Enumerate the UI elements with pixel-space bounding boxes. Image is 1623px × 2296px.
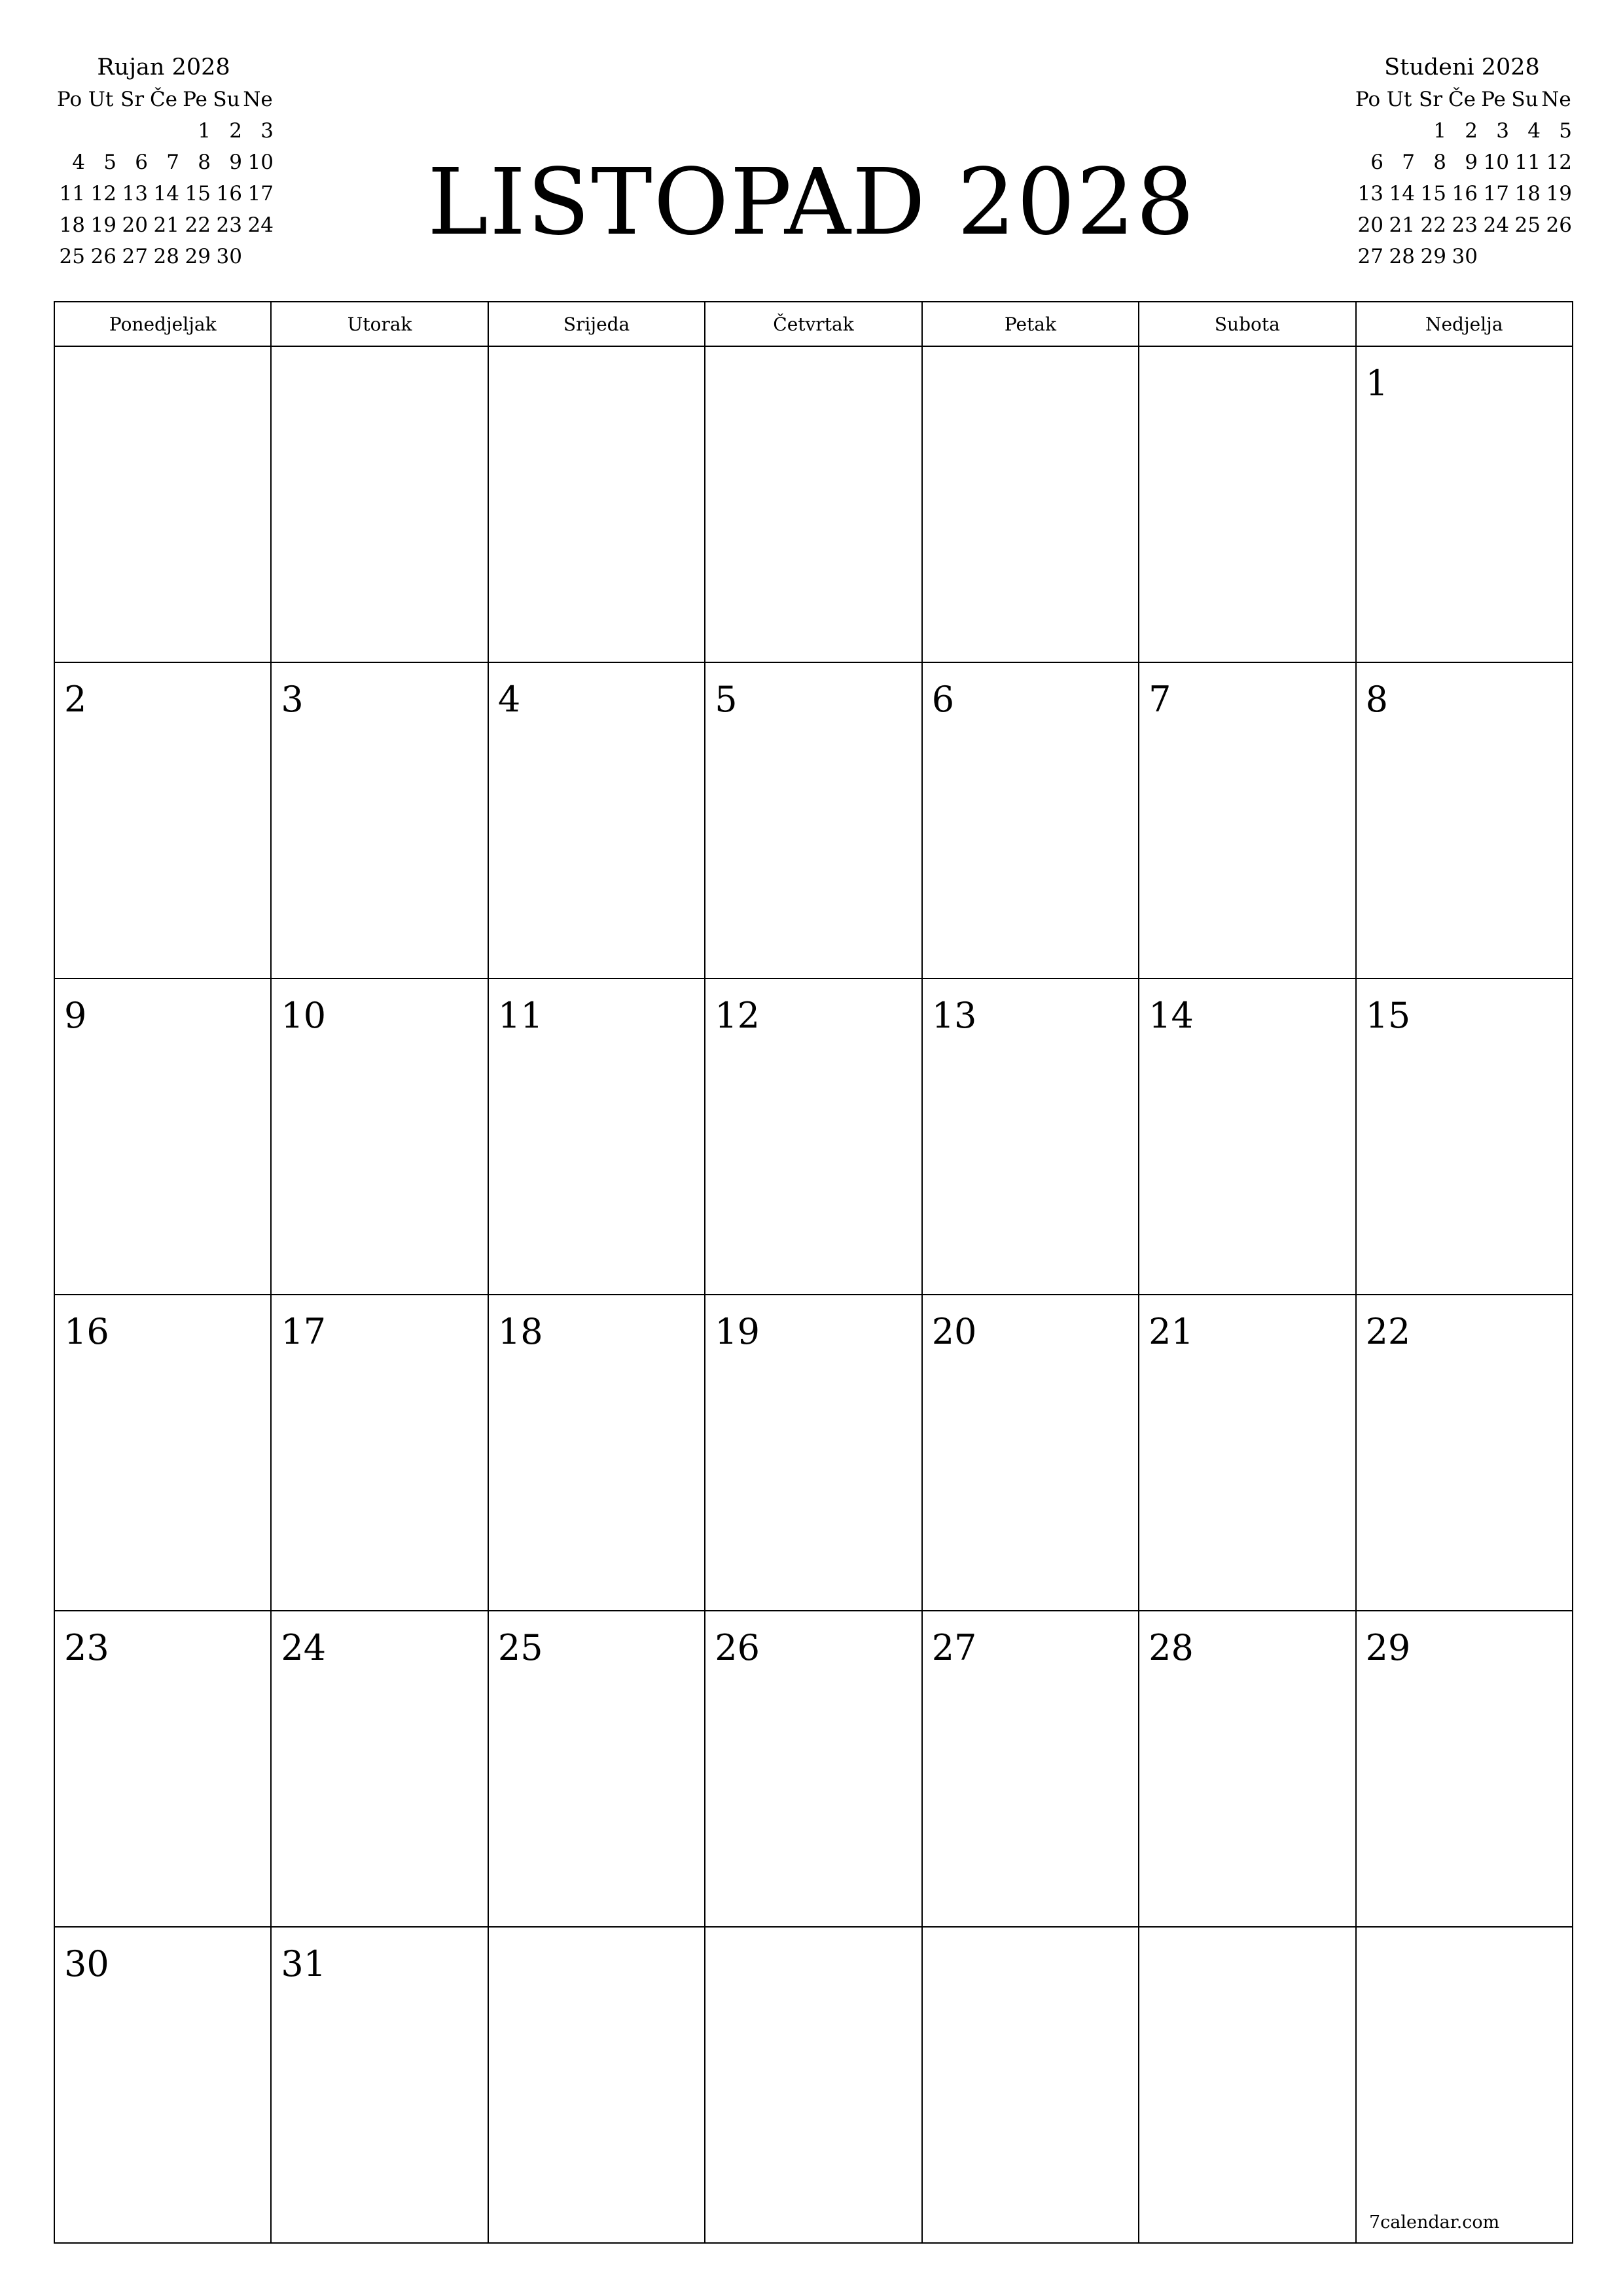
day-cell (923, 979, 1139, 1295)
day-cell (55, 1295, 272, 1611)
mini-day (1352, 115, 1383, 147)
weekday-header-row (55, 302, 1573, 347)
mini-day: 30 (1452, 245, 1478, 268)
day-cell (923, 1928, 1139, 2244)
day-number: 11 (497, 995, 543, 1036)
day-cell (489, 663, 705, 979)
mini-day (1478, 241, 1509, 272)
mini-day: 27 (122, 245, 148, 268)
day-cell (489, 979, 705, 1295)
mini-calendar-grid (1352, 84, 1572, 272)
week-row (55, 1295, 1573, 1611)
day-number: 14 (1149, 995, 1194, 1036)
day-number: 12 (715, 995, 760, 1036)
day-cell (1139, 663, 1356, 979)
mini-day: 25 (59, 245, 85, 268)
week-row (55, 1928, 1573, 2244)
day-cell (272, 979, 488, 1295)
day-number: 18 (497, 1311, 543, 1352)
day-number: 17 (281, 1311, 327, 1352)
mini-day: 14 (153, 182, 179, 206)
day-number: 16 (64, 1311, 109, 1352)
mini-day: 16 (216, 182, 242, 206)
mini-day: 4 (72, 151, 85, 174)
mini-weekday-label: Po (56, 88, 82, 111)
mini-weekday-label: Po (1355, 88, 1381, 111)
mini-day: 7 (166, 151, 179, 174)
mini-day: 1 (198, 119, 211, 143)
mini-day: 20 (122, 213, 148, 237)
day-cell (705, 347, 922, 663)
mini-day: 19 (90, 213, 116, 237)
mini-day: 13 (122, 182, 148, 206)
day-number: 5 (715, 679, 738, 720)
day-number: 25 (497, 1627, 543, 1668)
weekday-header: Četvrtak (705, 302, 922, 347)
mini-day: 6 (1370, 151, 1383, 174)
mini-weekday-label: Ut (1386, 88, 1412, 111)
mini-day: 22 (185, 213, 211, 237)
mini-weekday-label: Pe (183, 88, 207, 111)
mini-day: 11 (59, 182, 85, 206)
day-cell (55, 347, 272, 663)
day-number: 22 (1365, 1311, 1411, 1352)
mini-day (85, 115, 116, 147)
day-number: 28 (1149, 1627, 1194, 1668)
day-number: 23 (64, 1627, 109, 1668)
mini-day: 12 (90, 182, 116, 206)
day-number: 21 (1149, 1311, 1194, 1352)
week-row (55, 347, 1573, 663)
mini-day: 23 (216, 213, 242, 237)
mini-day: 1 (1433, 119, 1446, 143)
mini-day: 29 (185, 245, 211, 268)
mini-calendar-title: Rujan 2028 (97, 54, 230, 81)
mini-weekday-label: Sr (1418, 88, 1443, 111)
day-number: 3 (281, 679, 304, 720)
mini-weekday-label: Pe (1481, 88, 1506, 111)
mini-weekday-label: Ne (243, 88, 273, 111)
day-number: 24 (281, 1627, 327, 1668)
mini-day: 21 (1389, 213, 1415, 237)
day-cell (272, 347, 488, 663)
mini-day: 24 (247, 213, 274, 237)
mini-weekday-label: Ut (88, 88, 114, 111)
mini-day: 28 (153, 245, 179, 268)
day-cell (1357, 347, 1573, 663)
day-cell (489, 1611, 705, 1928)
mini-day: 27 (1357, 245, 1383, 268)
day-cell (1357, 1295, 1573, 1611)
mini-day: 11 (1514, 151, 1541, 174)
weeks-container (55, 347, 1573, 2244)
mini-weekday-label: Ne (1541, 88, 1571, 111)
day-number: 8 (1365, 679, 1388, 720)
mini-calendar-title: Studeni 2028 (1384, 54, 1540, 81)
mini-day: 24 (1483, 213, 1509, 237)
mini-day (1509, 241, 1541, 272)
mini-day: 2 (1465, 119, 1478, 143)
day-number: 29 (1365, 1627, 1411, 1668)
day-number: 27 (931, 1627, 977, 1668)
mini-day: 30 (216, 245, 242, 268)
mini-weekday-label: Su (213, 88, 240, 111)
weekday-header: Ponedjeljak (55, 302, 272, 347)
mini-day: 12 (1546, 151, 1572, 174)
day-cell (1357, 1611, 1573, 1928)
day-cell (272, 1928, 488, 2244)
mini-day: 15 (185, 182, 211, 206)
day-number: 31 (281, 1943, 327, 1984)
day-cell (705, 1295, 922, 1611)
mini-weekday-label: Če (149, 88, 178, 111)
day-cell (1139, 1295, 1356, 1611)
day-cell (55, 1611, 272, 1928)
day-number: 15 (1365, 995, 1411, 1036)
mini-day: 9 (1465, 151, 1478, 174)
day-cell (1357, 663, 1573, 979)
mini-day: 14 (1389, 182, 1415, 206)
mini-day: 5 (1559, 119, 1572, 143)
week-row (55, 1611, 1573, 1928)
day-cell (1357, 979, 1573, 1295)
mini-day: 3 (1496, 119, 1509, 143)
day-number: 30 (64, 1943, 109, 1984)
mini-day: 17 (1483, 182, 1509, 206)
day-cell (1139, 1928, 1356, 2244)
day-number: 26 (715, 1627, 760, 1668)
page-title: LISTOPAD 2028 (427, 149, 1196, 256)
day-cell (705, 979, 922, 1295)
day-number: 13 (931, 995, 977, 1036)
day-cell (705, 1611, 922, 1928)
day-cell (923, 347, 1139, 663)
mini-day: 25 (1514, 213, 1541, 237)
mini-day: 22 (1420, 213, 1446, 237)
mini-day: 4 (1527, 119, 1541, 143)
day-cell (1139, 1611, 1356, 1928)
day-number: 6 (931, 679, 955, 720)
mini-day: 20 (1357, 213, 1383, 237)
day-cell (923, 1295, 1139, 1611)
weekday-header: Nedjelja (1357, 302, 1573, 347)
mini-day: 13 (1357, 182, 1383, 206)
day-cell (1139, 347, 1356, 663)
mini-day: 9 (229, 151, 242, 174)
day-cell (923, 1611, 1139, 1928)
week-row (55, 979, 1573, 1295)
day-cell (272, 1295, 488, 1611)
day-number: 9 (64, 995, 87, 1036)
day-cell (55, 979, 272, 1295)
day-number: 4 (497, 679, 521, 720)
day-cell (55, 1928, 272, 2244)
site-credit: 7calendar.com (1369, 2212, 1500, 2233)
day-cell (489, 347, 705, 663)
day-cell (923, 663, 1139, 979)
weekday-header: Subota (1139, 302, 1356, 347)
mini-day: 26 (90, 245, 116, 268)
mini-day: 8 (1433, 151, 1446, 174)
weekday-header: Utorak (272, 302, 488, 347)
mini-day: 10 (1483, 151, 1509, 174)
mini-day: 16 (1452, 182, 1478, 206)
day-number: 2 (64, 679, 87, 720)
mini-day: 3 (260, 119, 274, 143)
mini-day: 28 (1389, 245, 1415, 268)
month-grid (54, 301, 1573, 2244)
mini-day: 21 (153, 213, 179, 237)
mini-weekday-label: Su (1511, 88, 1539, 111)
mini-day: 26 (1546, 213, 1572, 237)
day-cell (272, 1611, 488, 1928)
day-cell (489, 1295, 705, 1611)
day-cell (1139, 979, 1356, 1295)
day-number: 1 (1365, 363, 1388, 404)
mini-day: 18 (59, 213, 85, 237)
mini-calendar-next (1352, 51, 1572, 272)
mini-day: 23 (1452, 213, 1478, 237)
day-cell (705, 663, 922, 979)
mini-day: 10 (247, 151, 274, 174)
day-number: 10 (281, 995, 327, 1036)
mini-day: 6 (135, 151, 148, 174)
mini-day: 29 (1420, 245, 1446, 268)
mini-day: 19 (1546, 182, 1572, 206)
day-number: 7 (1149, 679, 1171, 720)
day-number: 19 (715, 1311, 760, 1352)
mini-day: 18 (1514, 182, 1541, 206)
day-cell (272, 663, 488, 979)
weekday-header: Srijeda (489, 302, 705, 347)
mini-day (1383, 115, 1415, 147)
week-row (55, 663, 1573, 979)
day-cell (55, 663, 272, 979)
mini-day: 8 (198, 151, 211, 174)
mini-day: 17 (247, 182, 274, 206)
mini-day (54, 115, 85, 147)
mini-weekday-label: Če (1448, 88, 1476, 111)
mini-day: 7 (1402, 151, 1415, 174)
mini-day (116, 115, 148, 147)
mini-weekday-label: Sr (120, 88, 145, 111)
mini-day (148, 115, 179, 147)
mini-day: 2 (229, 119, 242, 143)
weekday-header: Petak (923, 302, 1139, 347)
mini-day (1541, 241, 1572, 272)
mini-day: 5 (103, 151, 116, 174)
day-cell (1357, 1928, 1573, 2244)
day-cell (705, 1928, 922, 2244)
mini-day: 15 (1420, 182, 1446, 206)
day-number: 20 (931, 1311, 977, 1352)
day-cell (489, 1928, 705, 2244)
